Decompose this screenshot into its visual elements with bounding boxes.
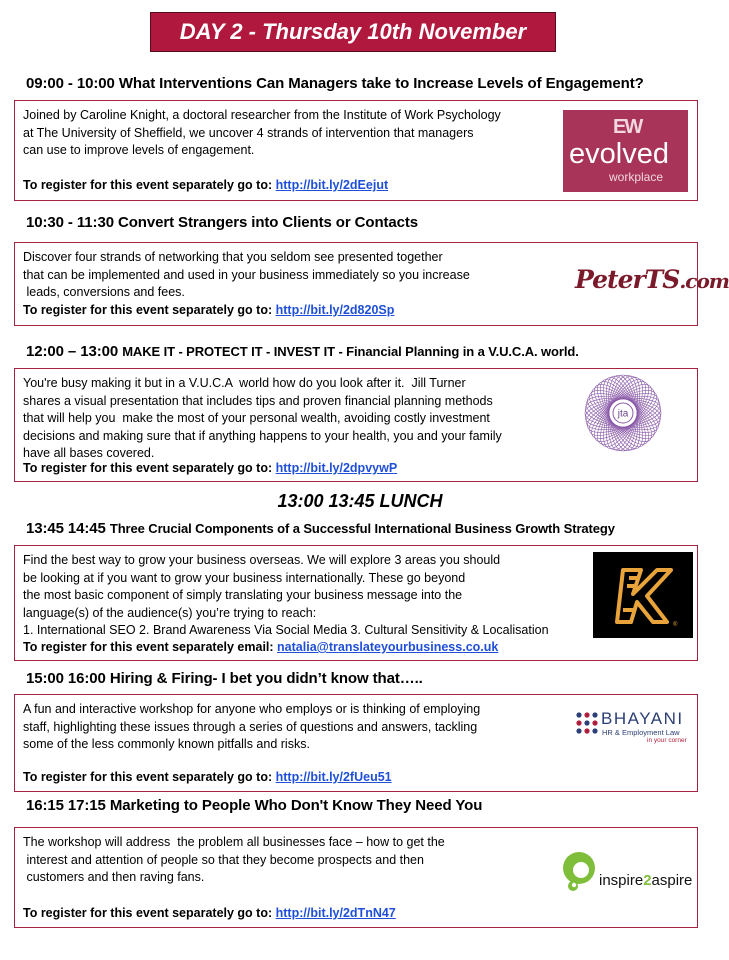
session-6-title: Marketing to People Who Don't Know They Need You	[109, 797, 483, 814]
inspire2aspire-logo	[559, 850, 699, 894]
logo-word: evolved	[569, 138, 669, 170]
session-6-description	[23, 834, 445, 887]
session-5-heading	[26, 670, 423, 687]
register-label: To register for this event separately email:	[23, 640, 274, 654]
session-2-title: Convert Strangers into Clients or Contacts	[118, 214, 419, 231]
svg-text:®: ®	[673, 622, 678, 628]
jta-spirograph-logo	[581, 371, 665, 455]
session-5-box	[14, 694, 698, 792]
evolved-workplace-logo	[563, 110, 688, 192]
session-6-line: interest and attention of people so that they become prospects and then	[23, 852, 424, 867]
swirl-icon	[559, 850, 599, 894]
k-monogram-icon	[593, 552, 693, 638]
register-label: To register for this event separately go to:	[23, 461, 273, 475]
logo-sub: workplace	[609, 170, 664, 184]
session-3-title: MAKE IT - PROTECT IT - INVEST IT - Financial Planning in a V.U.C.A. world.	[122, 344, 579, 359]
logo-word: PeterTS	[575, 265, 680, 294]
register-link[interactable]: http://bit.ly/2d820Sp	[275, 303, 395, 317]
session-6-time: 16:15 17:15	[26, 797, 106, 814]
session-1-description	[23, 107, 501, 160]
register-label: To register for this event separately go to:	[23, 906, 273, 920]
session-3-time: 12:00 – 13:00	[26, 343, 119, 360]
session-1-line: Joined by Caroline Knight, a doctoral researcher from the Institute of Work Psychology	[23, 108, 501, 122]
session-1-line: at The University of Sheffield, we uncover 4 strands of intervention that managers	[23, 125, 474, 140]
session-5-line: A fun and interactive workshop for anyone who employs or is thinking of employing	[23, 702, 481, 716]
session-5-register	[23, 770, 392, 784]
logo-tag: in your corner	[647, 737, 687, 744]
session-4-description	[23, 552, 549, 640]
day-banner: DAY 2 - Thursday 10th November	[150, 12, 556, 52]
session-2-line: leads, conversions and fees.	[23, 285, 185, 300]
session-2-register	[23, 303, 394, 317]
register-label: To register for this event separately go to:	[23, 178, 273, 192]
logo-word-b: 2	[643, 872, 652, 889]
session-1-title: What Interventions Can Managers take to Increase Levels of Engagement?	[118, 75, 644, 92]
session-4-box	[14, 545, 698, 661]
session-3-description	[23, 375, 502, 463]
register-email-link[interactable]: natalia@translateyourbusiness.co.uk	[277, 640, 499, 654]
session-1-heading	[26, 75, 644, 92]
session-4-line: language(s) of the audience(s) you’re trying to reach:	[23, 605, 317, 620]
session-4-line: Find the best way to grow your business overseas. We will explore 3 areas you should	[23, 553, 501, 567]
session-1-line: can use to improve levels of engagement.	[23, 143, 255, 158]
session-4-heading	[26, 520, 615, 537]
session-6-box	[14, 827, 698, 928]
session-3-box	[14, 368, 698, 482]
logo-word: jta	[617, 408, 629, 420]
session-2-heading	[26, 214, 418, 231]
register-link[interactable]: http://bit.ly/2dpvywP	[275, 461, 398, 475]
lunch-break: 13:00 13:45 LUNCH	[277, 491, 443, 511]
session-2-box	[14, 242, 729, 326]
session-1-register	[23, 178, 388, 192]
logo-suffix: .com	[679, 269, 729, 293]
register-link[interactable]: http://bit.ly/2dEejut	[275, 178, 389, 192]
session-5-time: 15:00 16:00	[26, 670, 106, 687]
session-6-line: The workshop will address the problem all businesses face – how to get the	[23, 835, 445, 849]
dot-grid-icon	[575, 711, 599, 735]
session-5-title: Hiring & Firing- I bet you didn’t know that…..	[109, 670, 423, 687]
session-4-line: 1. International SEO 2. Brand Awareness Via Social Media 3. Cultural Sensitivity & Localisation	[23, 623, 549, 638]
session-3-line: decisions and making sure that if anything happens to your health, you and your family	[23, 428, 502, 443]
session-2-line: that can be implemented and used in your business immediately so you increase	[23, 267, 470, 282]
register-label: To register for this event separately go to:	[23, 303, 273, 317]
session-3-line: have all bases covered.	[23, 446, 155, 461]
session-1-time: 09:00 - 10:00	[26, 75, 115, 92]
logo-sub: HR & Employment Law	[602, 728, 680, 737]
bhayani-logo	[575, 709, 695, 749]
logo-word-a: inspire	[599, 872, 644, 889]
register-link[interactable]: http://bit.ly/2fUeu51	[275, 770, 392, 784]
session-5-description	[23, 701, 480, 754]
session-1-box	[14, 100, 698, 201]
translate-your-business-logo	[593, 552, 693, 638]
register-label: To register for this event separately go to:	[23, 770, 273, 784]
logo-word	[599, 872, 692, 889]
session-6-heading	[26, 797, 482, 814]
session-3-heading	[26, 343, 579, 360]
session-6-register	[23, 906, 396, 920]
session-2-description	[23, 249, 470, 302]
session-3-line: You're busy making it but in a V.U.C.A world how do you look after it. Jill Turner	[23, 376, 466, 390]
session-6-line: customers and then raving fans.	[23, 870, 205, 885]
logo-word: BHAYANI	[601, 709, 684, 728]
session-3-line: shares a visual presentation that includes tips and proven financial planning methods	[23, 393, 493, 408]
register-link[interactable]: http://bit.ly/2dTnN47	[275, 906, 396, 920]
session-4-line: the most basic component of simply translating your business message into the	[23, 588, 463, 603]
session-4-line: be looking at if you want to grow your business internationally. These go beyond	[23, 570, 466, 585]
session-4-time: 13:45 14:45	[26, 520, 106, 537]
logo-word-c: aspire	[651, 872, 693, 889]
session-2-time: 10:30 - 11:30	[26, 214, 114, 231]
session-3-line: that will help you make the most of your personal wealth, avoiding costly investment	[23, 411, 490, 426]
session-3-register	[23, 461, 397, 475]
session-2-line: Discover four strands of networking that you seldom see presented together	[23, 250, 443, 264]
session-5-line: staff, highlighting these issues through a series of questions and answers, tackling	[23, 719, 478, 734]
session-4-title: Three Crucial Components of a Successful International Business Growth Strategy	[109, 521, 615, 536]
logo-mark: EW	[613, 116, 642, 138]
session-5-line: some of the less commonly known pitfalls and risks.	[23, 737, 310, 752]
session-4-register	[23, 640, 498, 654]
peterts-logo	[575, 265, 729, 294]
